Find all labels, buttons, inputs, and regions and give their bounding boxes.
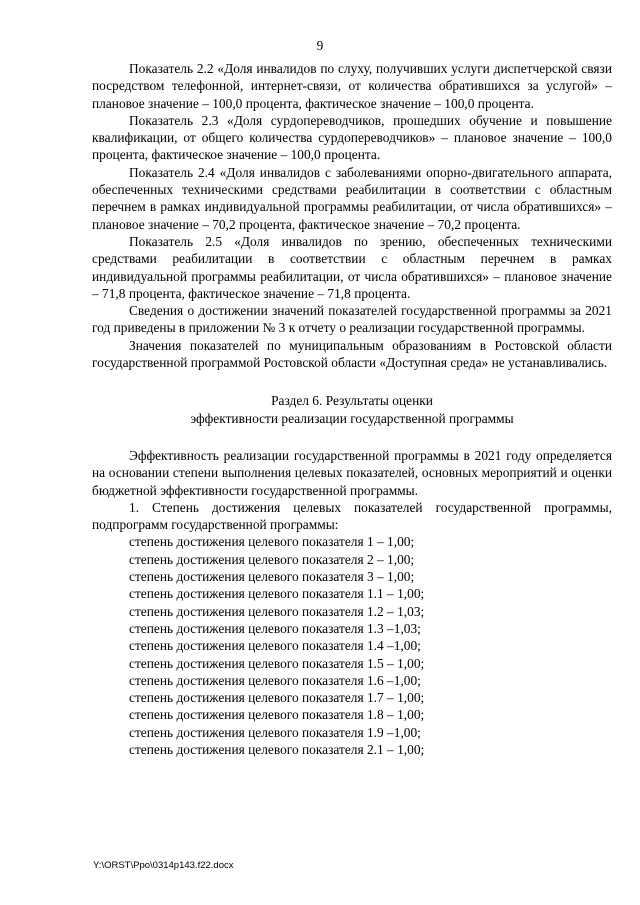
list-item: степень достижения целевого показателя 1 – 1,00;	[129, 534, 415, 550]
list-item: степень достижения целевого показателя 1.3 –1,03;	[129, 620, 421, 636]
list-item: степень достижения целевого показателя 1.7 – 1,00;	[129, 690, 425, 706]
paragraph-indicator-2-4: Показатель 2.4 «Доля инвалидов с заболеваниями опорно-двигательного аппарата, обеспеченных техническими средствами реабилитации в соответствии с областным перечнем в рамках индивидуальной программы реабилитации, от числа обратившихся» – плановое значение – 70,2 процента, фактическое значение – 70,2 процента.	[92, 164, 612, 232]
list-item: степень достижения целевого показателя 1.5 – 1,00;	[129, 655, 425, 671]
list-item: степень достижения целевого показателя 2.1 – 1,00;	[129, 741, 425, 757]
paragraph-indicator-2-2: Показатель 2.2 «Доля инвалидов по слуху, получивших услуги диспетчерской связи посредством телефонной, интернет-связи, от количества обратившихся за услугой» – плановое значение – 100,0 процента, фактическое значение – 100,0 процента.	[92, 61, 612, 111]
list-item: степень достижения целевого показателя 1.9 –1,00;	[129, 724, 421, 740]
list-item: степень достижения целевого показателя 1.6 –1,00;	[129, 672, 421, 688]
list-item: степень достижения целевого показателя 2 – 1,00;	[129, 551, 415, 567]
paragraph-indicator-2-3: Показатель 2.3 «Доля сурдопереводчиков, прошедших обучение и повышение квалификации, от общего количества сурдопереводчиков» – плановое значение – 100,0 процента, фактическое значение – 100,0 процента.	[92, 112, 612, 163]
paragraph-efficiency-intro: Эффективность реализации государственной программы в 2021 году определяется на основании степени выполнения целевых показателей, основных мероприятий и оценки бюджетной эффективности государственной программы.	[92, 447, 612, 498]
page-number: 9	[316, 38, 324, 53]
list-item: степень достижения целевого показателя 1.8 – 1,00;	[129, 707, 425, 723]
list-item: степень достижения целевого показателя 1.1 – 1,00;	[129, 586, 425, 602]
document-body	[92, 60, 612, 758]
section-heading-line-1: Раздел 6. Результаты оценки	[271, 393, 433, 409]
list-item: степень достижения целевого показателя 1.2 – 1,03;	[129, 603, 425, 619]
list-item: степень достижения целевого показателя 3 – 1,00;	[129, 569, 415, 585]
paragraph-municipal-values: Значения показателей по муниципальным образованиям в Ростовской области государственной программой Ростовской области «Доступная среда» не устанавливались.	[92, 337, 612, 371]
paragraph-point-1: 1. Степень достижения целевых показателей государственной программы, подпрограмм государственной программы:	[92, 499, 612, 533]
section-heading-line-2: эффективности реализации государственной программы	[190, 410, 514, 426]
indicator-list	[92, 533, 612, 758]
footer-file-path: Y:\ORST\Ppo\0314p143.f22.docx	[93, 860, 234, 871]
paragraph-indicator-2-5: Показатель 2.5 «Доля инвалидов по зрению, обеспеченных техническими средствами реабилитации в соответствии с областным перечнем в рамках индивидуальной программы реабилитации, от числа обратившихся» – плановое значение – 71,8 процента, фактическое значение – 71,8 процента.	[92, 233, 612, 301]
list-item: степень достижения целевого показателя 1.4 –1,00;	[129, 638, 421, 654]
paragraph-achievement-info: Сведения о достижении значений показателей государственной программы за 2021 год приведены в приложении № 3 к отчету о реализации государственной программы.	[92, 303, 612, 336]
